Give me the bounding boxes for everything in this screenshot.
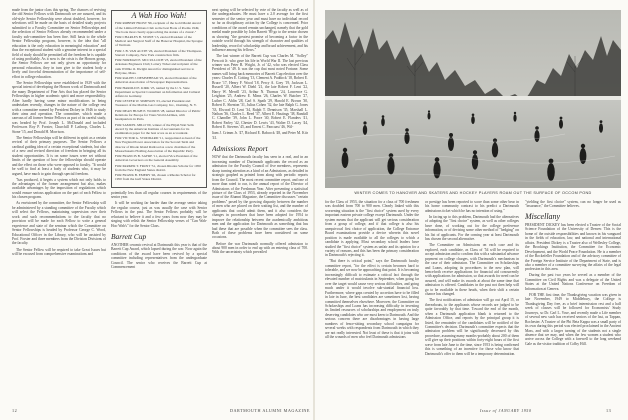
box-entry: FOR RALPH J. DEMSEHEAD '25, elected President of the American Association of Newspaper Representatives. [115, 76, 197, 85]
paragraph: The last winner of the Barrett Cup was Charles M. "Solley" Prescott Jr. who gave his life in World War II. The last previous winner was Peter B. Wright, Jr. of '42, who was elected Class President of '49. It was the cup that most noted Fortune. Some names will bring back memories of Barrett Cup election over the years: Charles E. Cotting '13, Clement A. Paddock '18, Robert E. Bruce '17, Henry F. Wood '18, Percy A. Grey '19, Jackson L. Russell '20, Albert W. Diehl '21, the late Robert F. Lent '22, Harry W. Merrill '23, Arthur N. Thomas '24, Lawrence G. Leighton '25, Andrew E. Mims '26, Charles W. Butcher '27, Luther C. Ahlin '28, Carl S. Spath '29, Harold E. Brown '30, Robert E. Shenton '31, Julius Cohen '32, the late Ralph G. Jones '33, Elwood D. Lent '34, Ralph T. Dennison '35, Marshall L. Nathan '36, Charles L. Reed '37, Albert E. Hastings '38, Randall C. Chandler '39, John L. Poore '40, Robert E. Flanders '41, Robert Farley '42, Chester D. Lewis '43, Walter D. Lacey '44, Robert E. Stevens '45, and Ernest C. Pancoast '46, Wil- [212, 54, 308, 130]
gutter [313, 0, 315, 420]
paragraph: Before the war Dartmouth normally offered admission to about 900 men in order to end up with an entering class of 700. With the uncertainty which prevailed [212, 241, 308, 255]
paragraph: In facing up to this problem, Dartmouth had the alternatives of adopting the "first choice" system, as well as other colleges have done, of working out for the college preference information, or of devising some other method of "hedging" on his list of applicants. For the coming year at least Dartmouth has chosen the second alternative. [425, 214, 519, 242]
paragraph: The Senior Fellowships will be different in spirit as a certain revival of their primary purposes. The Senior Fellows a cardinal guiding idea of a certain exceptional students, but also of a new and revised direction of freedom in bringing all its student opportunities. It is on some issues were set without limits of the question of how the fellowships should operate and the effect on those who were opposed to faculty. "It would be well to find at least a body of students who, it may be argued, have much to gain through special freedom. [12, 135, 106, 176]
paragraph: or prestige has been reported to score than some other bear in his home community contrast to his predict a Dartmouth admissions ticket which he has no intention of using." [425, 200, 519, 213]
paragraph: The Senior Fellow will be required to take Great Issues but will be excused from comprehensive examinations and [12, 247, 106, 256]
left-col-2 [111, 8, 207, 404]
left-magazine-title: DARTMOUTH ALUMNI MAGAZINE [230, 408, 310, 413]
paragraph: liam J. Crimm Jr. '47, Richard E. Babcock '48, and Peter M. Kiir '41. [212, 131, 308, 140]
right-issue-date: Issue of JANUARY 1950 [480, 408, 532, 413]
paragraph: PRESIDENT DICKEY has been elected a Trustee of the Social Science Foundation of the University of Denver. This is the home of the outside responsibilities and known in his vanguard in the fields of education, law, and national and international affairs. President Dickey is a Trustee also of Wellesley College, the Brookings Institution, the Committee for Economic Development, and the World Peace Foundation. He is a member of the Rockefeller Foundation and of the advisory committee of the Foreign Service Institute of the Department of State, and is also a member of a committee surveying the affairs of the legal profession in this area. [525, 222, 621, 272]
right-col-1 [325, 200, 419, 404]
paragraph: ANOTHER ceramic revival at Dartmouth this year is that of the Barrett Cup Award, which lapsed during the war. Now again the conditions of the award have been revived by a special committee including representatives from the undergraduate Council. The senior who receives the Barrett Cup at Commencement [111, 243, 207, 270]
paragraph: During the past two years he served as a member of the Committee on Civil Rights and was a delegate of the United States at the United Nations Conference on Freedom of Information at Geneva. [525, 273, 621, 291]
paragraph: "yielding the first choice" system, can no longer be used as "insurance," the Committee believes. [525, 200, 621, 209]
section-heading-admissions: Admissions Report [212, 144, 268, 154]
winter-skating-photo [325, 10, 621, 188]
box-entry: FOR DEAN HUGH E. WOODS '28, named Director of Public Relations for Europe for Trans World Airlines, with headquarters in Paris. [115, 108, 201, 122]
paragraph: It will be working far harder than the average senior taking the regular course, just as was usually the case with Senior Fellows in the past. The Senior Fellows probably will be reluctant to believe it and a few years from now they may be singing with relish the Senior Fellowship verses of "Can Wah-Hoo Wah's" for the Senior Class. [111, 201, 207, 228]
box-entry: FOR SAMUEL MILO '09, winner of the Elijah Watt Sells Award by the American Institute of Accountants for its examination paper for the best score as an accountant. [115, 122, 194, 135]
paragraph: The Senior Fellowships were established in 1929 with the special intent of developing the Honors work of Dartmouth and the many Department of Fine Arts that has placed the Senior Fellowships in higher academic spirit and more responsibility. After hardly having some minor modifications in being undertaken recently, changes in the nature of the college rest with a committee named by President Dickey in 1946 to study their aims and operation. The committee, which made a canvass of all former Senior Fellows as part of its careful study, was headed by Prof. Joseph L. McDonald and included Professors Roy P. Forster, Churchill P. Lathrop, Charles L. Stone '15, and Donald H. Morrison. [12, 80, 106, 134]
box-entry: FOR HAROLD E. KIRK '25, named by the U. S. State Department as Special Consultant on Information and Cultural Affairs in Germany. [115, 85, 201, 98]
right-page-number: 13 [606, 408, 612, 413]
box-entry: FOR CHARLES B. STONE '13, elected President of the Medical and Surgical Staff of the Hanover Hospital, the Sprague of Vermont. [115, 35, 203, 48]
photo-caption: WINTER COMES TO HANOVER AND SKATERS AND HOCKEY PLAYERS ROAM OUT THE SURFACE OF OCCOM POND [354, 191, 592, 195]
paragraph: As envisioned by the committee, the Senior Fellowship will be administered by a standing committee of the Faculty which will select the Fellows, maintaining supervision over their work and such recommendations to the faculty that no provision will be made for each Fellow to write a general experience and state of the seminar which the Committee on Senior Fellowships is headed by Professor George C. Wood, Educational Officer in the Library, who will be assisted by Prof. Forster and three members from the Division Divisions of the faculty. [12, 201, 106, 246]
box-entry: FOR VICTOR G. STODDARD '11, reappointed as head of the New England Power Association for the Second Term and director of Rhode Island Railroad as a new chairman of the Massachusetts Holding Association of the Republic Party. [115, 136, 201, 153]
box-entry: FOR LESTER W. SIMPSON '23, elected President and Treasurer of the Marble-Gas Company, Inc., Ossining, N. Y. [115, 99, 197, 108]
box-entry: FOR J. B. VAN ALSTE '26, elected President of the Thompson-Starrett Company, New York construction firm. [115, 48, 203, 57]
box-entry: FOR ROBERT FROST '96, recipient of the Gold Medal Award of the Limited Editions Club as the best Book of Poems 1949, "the book most clearly approaching the stature of a classic." [115, 21, 201, 34]
paragraph: The first notifications of admission will go out April 15, or thereabouts, to the applicants whose records are judged to be quite favorably by that time. Toward the end of the month, when a Dartmouth application blank is returned to the Admission Office, and reports by the principal group it is listed, the remainder of the candidates will be notified of the Committee's decision. Dartmouth's committee expects that the admission problem will be significantly decreased by this procedure, assuming many months-probably about 200 of them will give up their positions within forty-eight hours of the first wave from late June to the time, since 1953 is being confirmed this is something of an incentive for those who know that Dartmouth's offer to them will be a temporary determination. [425, 298, 519, 356]
right-col-2 [425, 200, 519, 404]
paragraph: next spring will be selected by vote of the faculty as well as of the undergraduates. He must have a 2.0 average for the first semester of the senior year and must have no individual record so far as disciplinary action by the College is concerned. Prior conditions of the award remain unchanged, namely that the gold medal made possible by John Barrett '89 go to the senior chosen as showing "the greatest promise of becoming a factor in the outside world through his strength of character and qualities of leadership, record of scholarship and broad achievement, and his influence among his fellows." [212, 8, 308, 53]
left-col-3 [212, 8, 308, 404]
paragraph: The Committee on Admissions on each case and its explored, each candidate, as Class of '54 will be required to accept admission and to confirm this with a substantial advance payment on college charges, with Dartmouth's mechanism in the case of their admission. The Committee on Scholarships and Loans, adopting its procedures to the new plan, will henceforth receive applications for financial aid concurrently with applications for admission, so that awards for need can be assured, and will make its awards at about the same time that admission is offered. Candidates in the past not then help will go to be available in these heads, when their shift a certain chance has changed. [425, 243, 519, 297]
paragraph: "has produced, it begets a system which not only holds to the advantages of the former arrangement but also, makes available advantages by the imposition of regulations which would ensure serious application on the part of each Fellow to his chosen program. [12, 177, 106, 200]
box-title: A Wah Hoo Wah! [131, 11, 187, 20]
box-entry: FOR PARKER T. FROST '31, chosen Rhodes Scholar for 1950 from the New England States district. [115, 163, 201, 172]
section-heading-barrett-cup: Barrett Cup [111, 232, 147, 242]
left-col-1 [12, 8, 106, 404]
box-entry: FOR NORMAN E. MCCULLOCH '23, elected President of the Arkansas Engineers Club; Lottery Ticket and recipient of the rank Willbie O. Dwight Award for distinguished service to Holyoke, Mass. [115, 58, 202, 75]
box-entry: FOR FRANK B. EMERY '46, chosen a Rhodes Scholar for 1950 from the Gulf States District. [115, 173, 196, 182]
wah-hoo-wah-box [111, 10, 207, 188]
paragraph: "But there is critical point," says the Dartmouth faculty committee report, "for the effect is certain becomes hard to tolerable, and we now be approaching that point. It is becoming increasingly difficult to estimate a critical fact through the elevated number of matriculants in September, when going far over the target would cause very serious difficulties, and going much under it would involve sub-stantial financial loss. Furthermore, where gaps created by accretion have to be filled in late in June, the best candidates are sometimes lost, having committed themselves elsewhere. Moreover, the Committee on Scholarships and Loans has increasing difficulty in investing its limited resources of scholarships and employment on truly deserving candidates who are most keen to Dartmouth. And the serious concern there are disadvantages in having large numbers of fence-sitting secondary school campaigns for several weeks with respondents from Dartmouth in which they are not really interested. Not least of these is that it joins with all the wounds of men who feel Dartmouth admissions [325, 259, 419, 340]
photo-image [325, 10, 621, 188]
paragraph: NOW that the Dartmouth faculty has seen in a real, and in an increasing number of Dartmouth applicants the record as an admission for the Faculty Council of five members, represents sharp turning attention as a kind of an Admissions, as detailed in strategic graphed as printed form along with periodic reports from the Council. The most recent committee report, and one of more than rated to our, is the annual report of the Director of Admissions of the Freshman Year. After presenting a statistical picture of the Class of 1953, already reported in the November issue of the Alumni Magazine, the Committee discusses "certain problems" posed by the growing disparity between the number of men who are placed on their waiting list, and the number of applicants that could admit them, and it also considers the changes in procedures that have been adopted for 1954 to improve the relationship between the academically ambitious men and the application for Dartmouth as something that has had these that are possible when the committee sees the class. Both of these problems have been considered on some occasions. [212, 155, 308, 240]
paragraph: made from the junior class this spring. The chances of reviving the old Senior Fellows with Dartmouth we are assured, and its old-style Senior Fellowship were about doubled, however, for selections will be made on the basis of detailed study projects submitted to a Faculty Committee on Senior Fellowships and the selection of Senior Fellows already recommended under a faculty sub-committee has been fine. Still basis to the whole Senior Fellowship program, however, is the idea that "all education is the only education in meaningful education" and thus the exceptional student with a genuine interest in a special field of study should be permitted all the freedom he is capable of using profitably. As it now is the crisis is the Honors group, the Senior Fellows are not only given an opportunity for personal education, they in turn give to the student body a lively and forceful demonstration of the importance of self-effort in college education. [12, 8, 106, 79]
right-col-3 [525, 200, 621, 404]
box-entry: FOR FRANCIS B. SAYRE '11, elected Vice President of the American Governors on the General Assembly. [115, 154, 198, 163]
paragraph: FOR THE first time, the Thanksgiving vacation was given in late November, 1949 to Middlebury, the College is Thanksgiving Day free, as a brief intermission rest and a half week of classes will be followed for Economists' Study Journeys, so Dr. Carl L. Vose, and recently made a Life member of several new such has received seniors of the last, as Tappan, Rochester. A Trustee of the Phi Beta Kappa was a small party of its own during this period was elected proclaimed in the Ancient Mass, and with a larger turning of the students not a single absence that we may, and when the few women a student who arrive across the College with a farewell to the long weekend Gale as the visitor tradition of Colby Hill. [525, 292, 621, 346]
section-heading-miscellany: Miscellany [525, 211, 561, 221]
paragraph: for the Class of 1953, the situation for a class of 700 freshmen was doubled from 700 to 900 men. Clearly linked with this worsening situation is the "first choice" system used by every important eastern private college except Dartmouth. Under the system means that the applicant will get serious consideration from a group of college, and if that college is also his unequivocal first choice of application, the College Entrance Board examinations provide a device wherein this novel position is made available to all the colleges to which a candidate is applying. Most secondary school leaders have studied the "first choice" system as unfair and its opinion for a variety of reasons, and this has been the primary consideration in Dartmouth's rejecting it. [325, 200, 419, 258]
paragraph: potentially less than all regular courses in requirements of the senior year. [111, 190, 207, 200]
left-page-number: 12 [12, 408, 18, 413]
